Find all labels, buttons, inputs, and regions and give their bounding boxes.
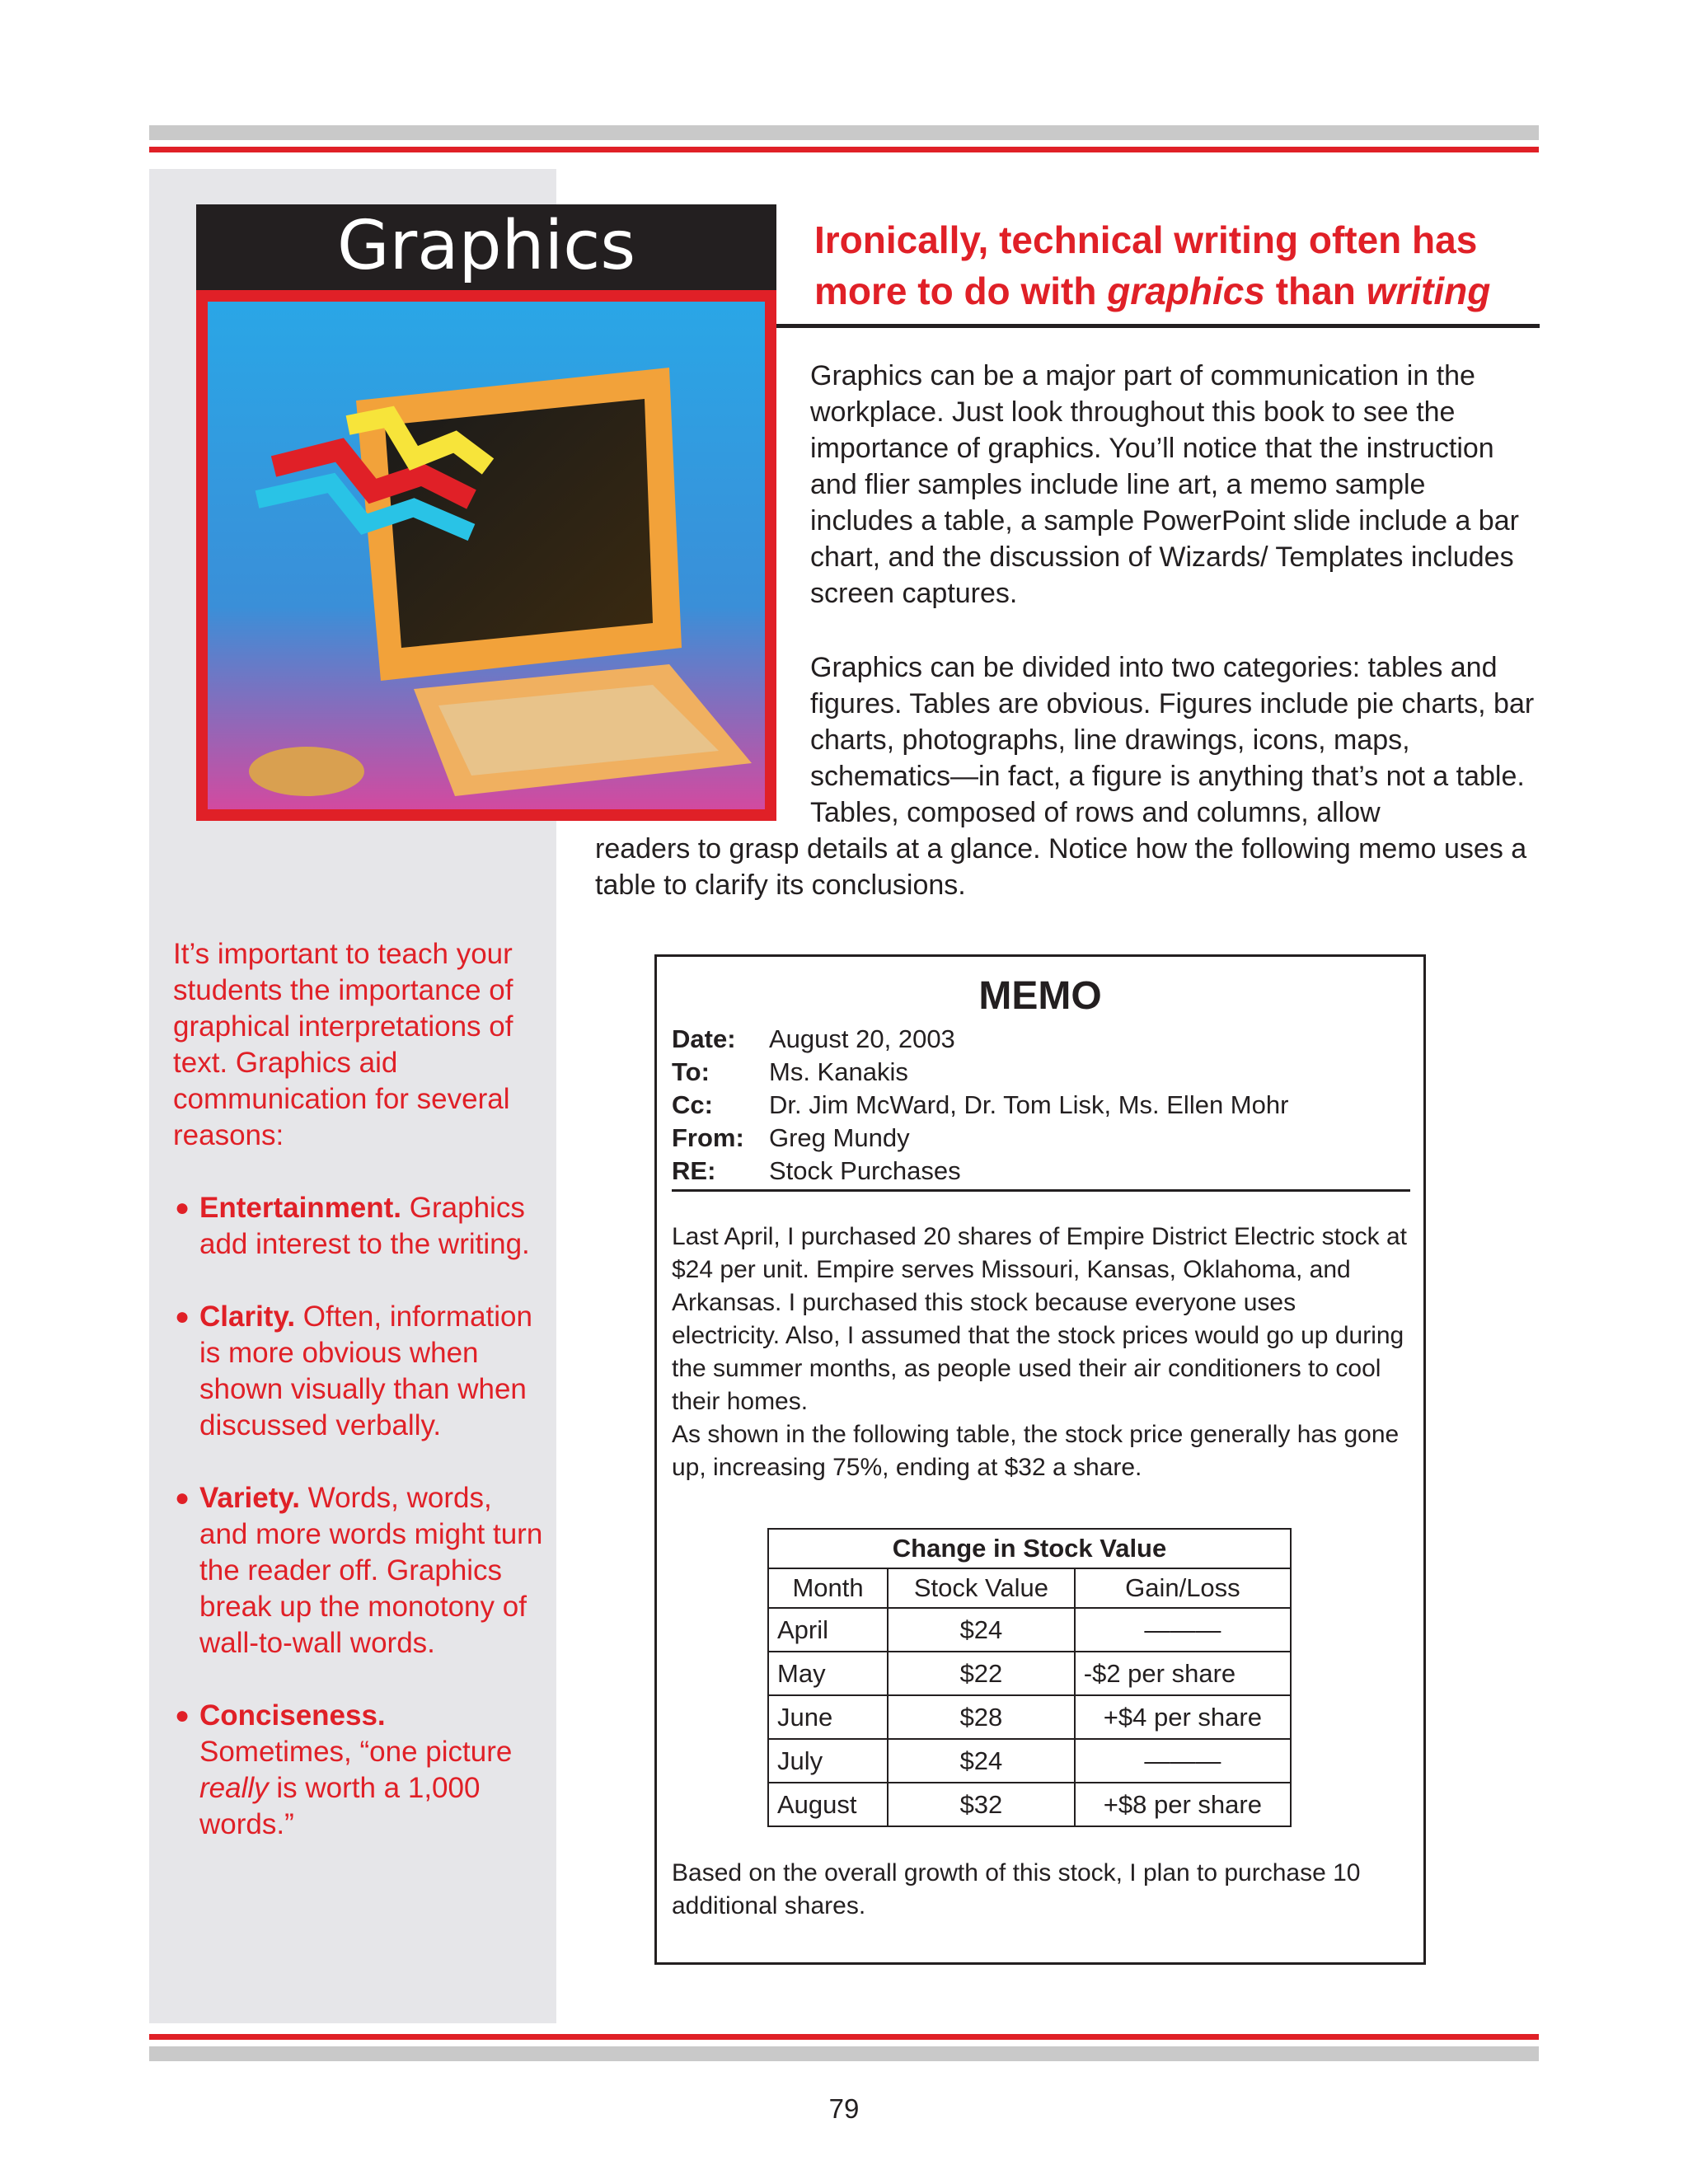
table-cell: +$8 per share [1075,1783,1291,1826]
table-row [768,1652,1291,1695]
memo-to-row: To: Ms. Kanakis [672,1057,908,1086]
memo-paragraph-1: Last April, I purchased 20 shares of Empire District Electric stock at $24 per unit. Empire serves Missouri, Kansas, Oklahoma, and Arkansas. I purchased this stock because everyone uses electricity. Also, I assumed that the stock prices would go up during the summer months, as people used their air conditioners to cool their homes. [672,1223,1408,1415]
table-cell: ——— [1075,1739,1291,1783]
headline-line-2: more to do with graphics than writing [814,269,1491,312]
table-cell: August [768,1783,888,1826]
table-cell: April [768,1608,888,1652]
stock-value-table [767,1528,1292,1827]
headline-rule [776,324,1540,328]
memo-re-row: RE: Stock Purchases [672,1156,961,1185]
sidebar-bullet: ● Variety. Words, words, and more words might turn the reader off. Graphics break up the monotony of wall-to-wall words. [175,1482,543,1659]
body-paragraph-1: Graphics can be a major part of communication in the workplace. Just look throughout this book to see the importance of graphics. You’ll notice that the instruction and flier samples include line art, a memo sample includes a table, a sample PowerPoint slide include a bar chart, and the discussion of Wizards/ Templates includes screen captures. [810,360,1519,609]
memo-from-row: From: Greg Mundy [672,1123,910,1152]
table-cell: $22 [888,1652,1075,1695]
page-title: Graphics [196,204,776,290]
sidebar-bullet: ● Clarity. Often, information is more obvious when shown visually than when discussed verbally. [175,1301,532,1441]
table-cell: June [768,1695,888,1739]
computer-image [208,302,765,809]
memo-title: MEMO [978,974,1102,1018]
table-cell: $28 [888,1695,1075,1739]
table-cell: $24 [888,1608,1075,1652]
table-header: Month [768,1568,888,1608]
table-header: Gain/Loss [1075,1568,1291,1608]
memo-date-row: Date: August 20, 2003 [672,1024,955,1053]
memo-paragraph-3: Based on the overall growth of this stock, I plan to purchase 10 additional shares. [672,1859,1361,1919]
sidebar-intro: It’s important to teach your students the importance of graphical interpretations of text. Graphics aid communication for several reasons: [173,938,513,1151]
table-cell: $24 [888,1739,1075,1783]
memo-box [654,954,1426,1965]
bottom-gray-rule [149,2046,1539,2061]
table-cell: May [768,1652,888,1695]
headline [814,214,1540,316]
table-cell: +$4 per share [1075,1695,1291,1739]
top-red-rule [149,147,1539,152]
sidebar-bullet: ● Conciseness. Sometimes, “one picture really is worth a 1,000 words.” [175,1699,513,1840]
memo-header-rule [672,1189,1410,1192]
body-paragraph-2: Graphics can be divided into two categories: tables and figures. Tables are obvious. Figures include pie charts, bar charts, photographs, line drawings, icons, maps, schematics—in fact, a figure is anything that’s not a table. Tables, composed of rows and columns, allow [810,652,1535,828]
memo-paragraph-2: As shown in the following table, the stock price generally has gone up, increasing 75%, ending at $32 a share. [672,1421,1400,1481]
table-cell: ——— [1075,1608,1291,1652]
headline-line-1: Ironically, technical writing often has [814,218,1478,261]
table-header: Stock Value [888,1568,1075,1608]
table-cell: July [768,1739,888,1783]
table-cell: $32 [888,1783,1075,1826]
table-row [768,1608,1291,1652]
table-caption: Change in Stock Value [768,1529,1291,1568]
memo-cc-row: Cc: Dr. Jim McWard, Dr. Tom Lisk, Ms. Ellen Mohr [672,1090,1289,1119]
computer-illustration [196,290,776,821]
bottom-red-rule [149,2034,1539,2040]
sidebar-text [173,936,544,1879]
table-cell: -$2 per share [1075,1652,1291,1695]
top-gray-rule [149,125,1539,140]
sidebar-bullet: ● Entertainment. Graphics add interest to the writing. [175,1192,530,1260]
table-row [768,1695,1291,1739]
table-row [768,1783,1291,1826]
body-paragraph-2-continued: readers to grasp details at a glance. Notice how the following memo uses a table to clarify its conclusions. [595,833,1527,901]
page-number: 79 [828,2093,860,2124]
table-row [768,1739,1291,1783]
